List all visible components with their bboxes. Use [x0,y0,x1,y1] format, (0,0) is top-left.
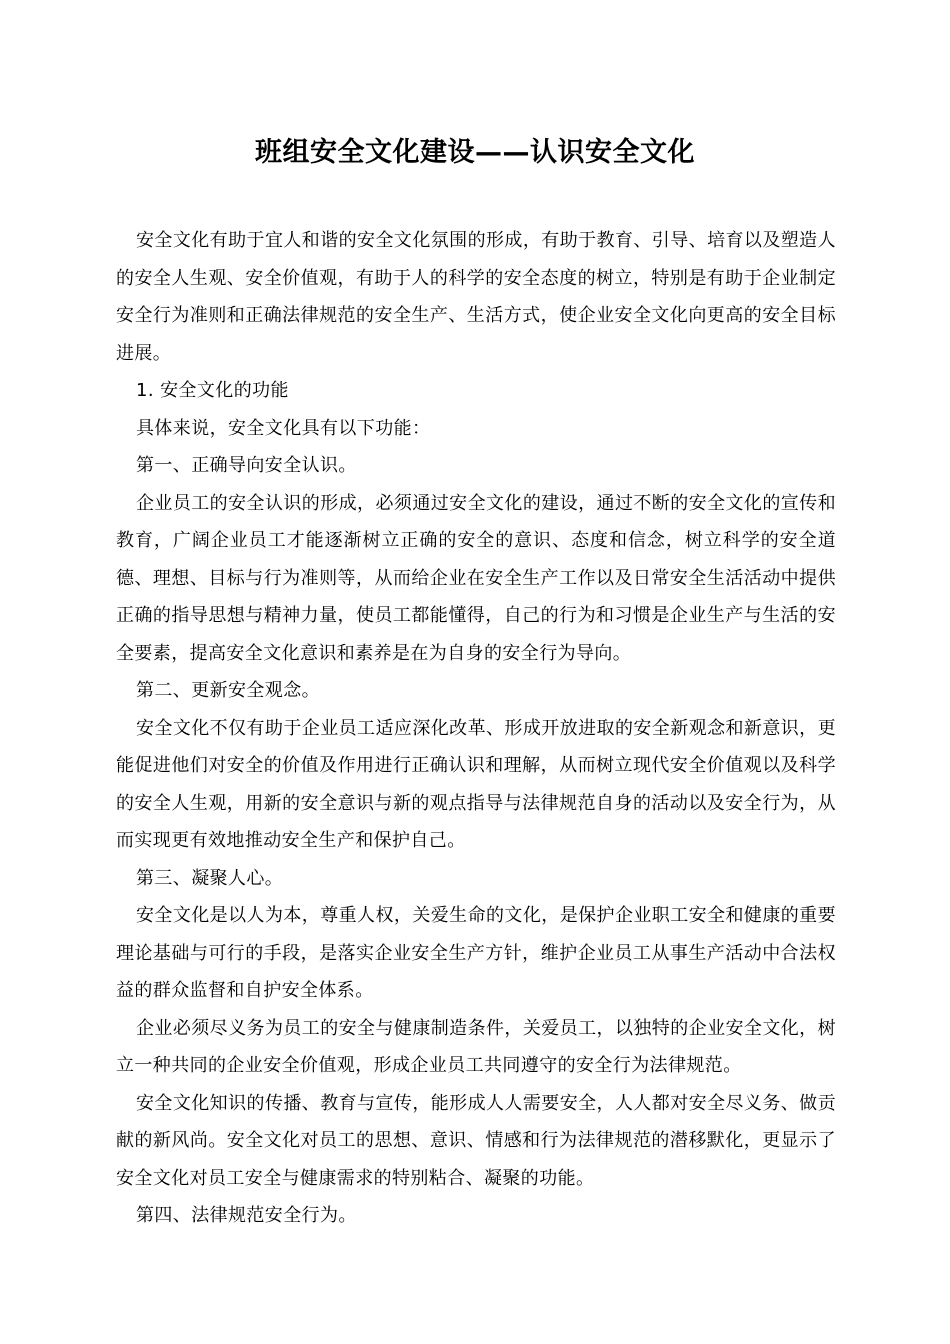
paragraph-point-3b: 企业必须尽义务为员工的安全与健康制造条件，关爱员工，以独特的企业安全文化，树立一种共同的企业安全价值观，形成企业员工共同遵守的安全行为法律规范。 [116,1017,836,1076]
paragraph-point-3c: 安全文化知识的传播、教育与宣传，能形成人人需要安全，人人都对安全尽义务、做贡献的新风尚。安全文化对员工的思想、意识、情感和行为法律规范的潜移默化，更显示了安全文化对员工安全与健康需求的特别粘合、凝聚的功能。 [116,1092,836,1189]
point-heading-1: 第一、正确导向安全认识。 [136,455,357,476]
document-title: 班组安全文化建设——认识安全文化 [255,137,695,168]
section-heading-functions: 1. 安全文化的功能 [136,380,289,401]
document-body [116,222,836,1235]
paragraph-intro: 安全文化有助于宜人和谐的安全文化氛围的形成，有助于教育、引导、培育以及塑造人的安全人生观、安全价值观，有助于人的科学的安全态度的树立，特别是有助于企业制定安全行为准则和正确法律规范的安全生产、生活方式，使企业安全文化向更高的安全目标进展。 [116,230,836,364]
point-heading-4: 第四、法律规范安全行为。 [136,1205,357,1226]
point-heading-2: 第二、更新安全观念。 [136,680,320,701]
paragraph-functions-lead: 具体来说，安全文化具有以下功能： [136,417,431,439]
point-heading-3: 第三、凝聚人心。 [136,867,284,889]
paragraph-point-3a: 安全文化是以人为本，尊重人权，关爱生命的文化，是保护企业职工安全和健康的重要理论基础与可行的手段，是落实企业安全生产方针，维护企业员工从事生产活动中合法权益的群众监督和自护安全体系。 [116,905,836,1001]
paragraph-point-2: 安全文化不仅有助于企业员工适应深化改革、形成开放进取的安全新观念和新意识，更能促进他们对安全的价值及作用进行正确认识和理解，从而树立现代安全价值观以及科学的安全人生观，用新的安全意识与新的观点指导与法律规范自身的活动以及安全行为，从而实现更有效地推动安全生产和保护自己。 [116,717,836,851]
paragraph-point-1: 企业员工的安全认识的形成，必须通过安全文化的建设，通过不断的安全文化的宣传和教育，广阔企业员工才能逐渐树立正确的安全的意识、态度和信念，树立科学的安全道德、理想、目标与行为准则等，从而给企业在安全生产工作以及日常安全生活活动中提供正确的指导思想与精神力量，使员工都能懂得，自己的行为和习惯是企业生产与生活的安全要素，提高安全文化意识和素养是在为自身的安全行为导向。 [116,492,836,664]
